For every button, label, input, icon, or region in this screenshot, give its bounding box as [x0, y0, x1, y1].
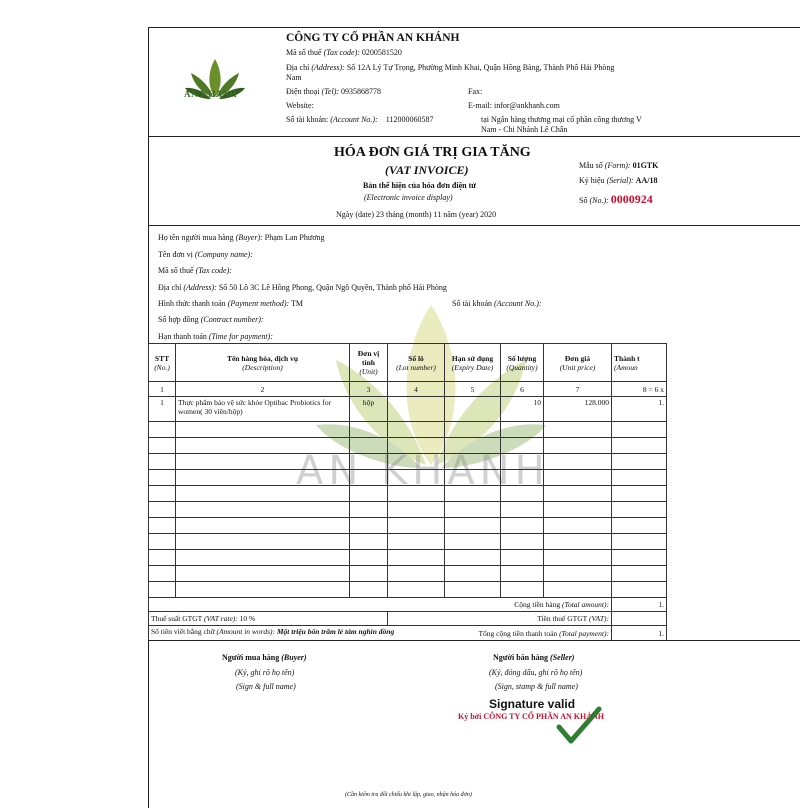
company-fax: Fax: — [468, 87, 483, 96]
seller-sign-note-en: (Sign, stamp & full name) — [495, 682, 578, 691]
invoice-date: Ngày (date) 23 tháng (month) 11 năm (year) 2020 — [336, 210, 497, 219]
logo-text: AN KHANH — [184, 89, 238, 99]
total-row: Cộng tiền hàng (Total amount): 1. — [149, 598, 667, 612]
header-expiry: Hạn sử dụng (Expiry Date) — [445, 344, 501, 382]
table-index-row: 1 2 3 4 5 6 7 8 = 6 x — [149, 382, 667, 397]
header-unit: Đơn vị tính (Unit) — [350, 344, 388, 382]
vat-row: Thuế suất GTGT (VAT rate): 10 % Tiền thuế GTGT (VAT): — [149, 612, 667, 626]
table-row — [149, 566, 667, 582]
table-row — [149, 534, 667, 550]
header-description: Tên hàng hóa, dịch vụ (Description) — [176, 344, 350, 382]
buyer-payment-method: Hình thức thanh toán (Payment method): TM — [158, 299, 304, 308]
buyer-payment-due: Hạn thanh toán (Time for payment): — [158, 332, 273, 341]
invoice-display: Bản thể hiện của hóa đơn điện tử — [363, 181, 477, 190]
invoice-number: Số (No.): 0000924 — [579, 192, 653, 206]
divider — [148, 640, 800, 641]
table-row — [149, 518, 667, 534]
table-row — [149, 502, 667, 518]
company-bank-cont: Nam - Chi Nhánh Lê Chân — [481, 125, 568, 134]
header-stt: STT (No.) — [149, 344, 176, 382]
buyer-name: Họ tên người mua hàng (Buyer): Phạm Lan Phương — [158, 233, 325, 242]
company-name: CÔNG TY CỔ PHẦN AN KHÁNH — [286, 32, 460, 44]
company-phone: Điện thoại (Tel): 0935868778 — [286, 87, 382, 96]
seller-sign-note: (Ký, đóng dấu, ghi rõ họ tên) — [489, 668, 583, 677]
signature-valid: Signature valid — [489, 697, 576, 711]
table-row — [149, 470, 667, 486]
invoice-title: HÓA ĐƠN GIÁ TRỊ GIA TĂNG — [334, 145, 531, 160]
table-row — [149, 422, 667, 438]
company-bank: tại Ngân hàng thương mại cổ phần công thương V — [481, 115, 642, 124]
company-address-cont: Nam — [286, 73, 302, 82]
amount-in-words: Số tiền viết bằng chữ (Amount in words): Một triệu bốn trăm lẻ tám nghìn đồng — [151, 627, 395, 636]
buyer-address: Địa chỉ (Address): Số 50 Lô 3C Lê Hồng Phong, Quận Ngô Quyền, Thành phố Hải Phòng — [158, 283, 447, 292]
watermark-text: AN KHANH — [296, 448, 550, 494]
items-table — [148, 343, 667, 641]
grand-total-row: Tổng cộng tiền thanh toán (Total payment): 1. — [149, 626, 667, 641]
header-lot: Số lô (Lot number) — [388, 344, 445, 382]
buyer-sign-note: (Ký, ghi rõ họ tên) — [235, 668, 295, 677]
buyer-tax-code: Mã số thuế (Tax code): — [158, 266, 232, 275]
signed-by: Ký bởi CÔNG TY CỔ PHẦN AN KHÁNH — [458, 712, 604, 721]
company-tax-code: Mã số thuế (Tax code): 0200581520 — [286, 48, 402, 57]
invoice-title-en: (VAT INVOICE) — [385, 163, 469, 177]
invoice-serial: Ký hiệu (Serial): AA/18 — [579, 176, 658, 185]
footer-note: (Cần kiểm tra đối chiếu khi lập, giao, nhận hóa đơn) — [345, 792, 472, 798]
buyer-sign-note-en: (Sign & full name) — [236, 682, 296, 691]
company-email: E-mail: infor@ankhanh.com — [468, 101, 560, 110]
table-row — [149, 438, 667, 454]
seller-sign-title: Người bán hàng (Seller) — [493, 653, 575, 662]
buyer-contract: Số hợp đồng (Contract number): — [158, 315, 264, 324]
divider — [148, 225, 800, 226]
table-header-row — [149, 344, 667, 382]
company-address: Địa chỉ (Address): Số 12A Lý Tự Trọng, Phường Minh Khai, Quận Hồng Bàng, Thành Phố Hải Phòng — [286, 63, 615, 72]
invoice-form: Mẫu số (Form): 01GTK — [579, 161, 659, 170]
buyer-company: Tên đơn vị (Company name): — [158, 250, 253, 259]
table-row — [149, 486, 667, 502]
table-row: 1 Thực phẩm bảo vệ sức khỏe Optibac Probiotics for women( 30 viên/hộp) hộp 10 128.000 1. — [149, 397, 667, 422]
buyer-sign-title: Người mua hàng (Buyer) — [222, 653, 307, 662]
buyer-account: Số tài khoản (Account No.): — [452, 299, 542, 308]
company-account: Số tài khoản: (Account No.): 112000060587 — [286, 115, 434, 124]
table-row — [149, 550, 667, 566]
header-quantity: Số lượng (Quantity) — [501, 344, 544, 382]
header-unit-price: Đơn giá (Unit price) — [544, 344, 612, 382]
invoice-display-en: (Electronic invoice display) — [364, 193, 453, 202]
divider — [148, 136, 800, 137]
header-amount: Thành t (Amoun — [612, 344, 667, 382]
check-icon — [555, 705, 603, 747]
table-row — [149, 454, 667, 470]
table-row — [149, 582, 667, 598]
company-website: Website: — [286, 101, 314, 110]
